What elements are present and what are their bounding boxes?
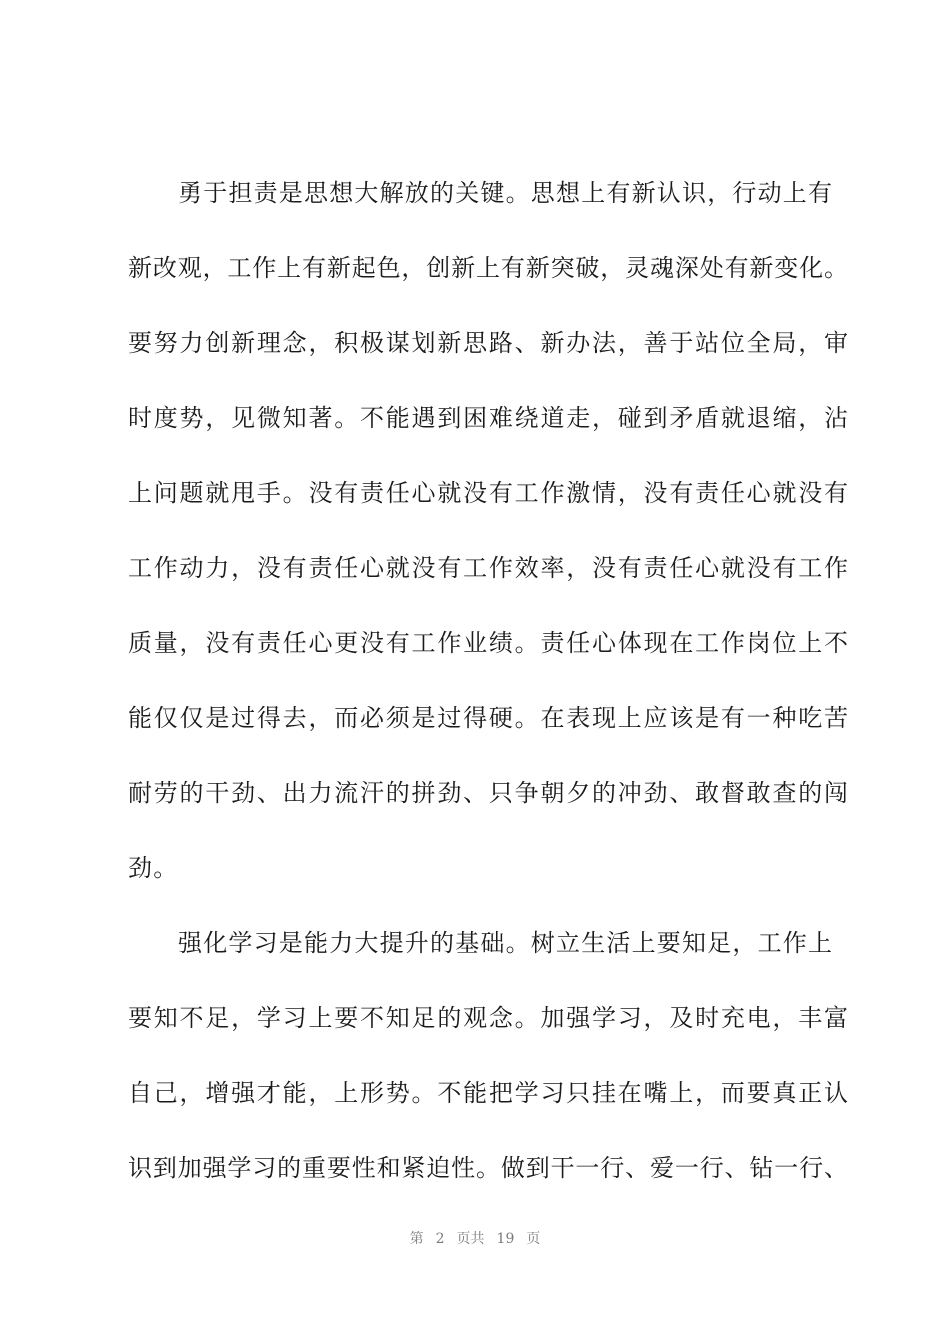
- footer-prefix: 第: [409, 1231, 424, 1247]
- footer-middle: 页共: [456, 1231, 485, 1247]
- footer-total-pages: 19: [496, 1231, 515, 1247]
- text-line: 强化学习是能力大提升的基础。树立生活上要知足，工作上: [178, 929, 834, 957]
- text-line: 耐劳的干劲、出力流汗的拼劲、只争朝夕的冲劲、敢督敢查的闯: [128, 779, 848, 807]
- paragraph-2: [128, 906, 848, 1206]
- text-line: 能仅仅是过得去，而必须是过得硬。在表现上应该是有一种吃苦: [128, 704, 848, 732]
- text-line: 劲。: [128, 854, 179, 882]
- text-line: 上问题就甩手。没有责任心就没有工作激情，没有责任心就没有: [128, 479, 848, 507]
- text-line: 自己，增强才能，上形势。不能把学习只挂在嘴上，而要真正认: [128, 1079, 848, 1107]
- text-line: 要知不足，学习上要不知足的观念。加强学习，及时充电，丰富: [128, 1004, 848, 1032]
- text-line: 工作动力，没有责任心就没有工作效率，没有责任心就没有工作: [128, 554, 848, 582]
- text-line: 时度势，见微知著。不能遇到困难绕道走，碰到矛盾就退缩，沾: [128, 404, 848, 432]
- page-footer: [0, 1228, 950, 1248]
- text-line: 勇于担责是思想大解放的关键。思想上有新认识，行动上有: [178, 179, 834, 207]
- text-line: 质量，没有责任心更没有工作业绩。责任心体现在工作岗位上不: [128, 629, 848, 657]
- footer-page-number: 2: [435, 1231, 445, 1247]
- text-line: 识到加强学习的重要性和紧迫性。做到干一行、爱一行、钻一行、: [128, 1154, 848, 1182]
- document-body: [128, 156, 848, 1206]
- paragraph-1: [128, 156, 848, 906]
- text-line: 新改观，工作上有新起色，创新上有新突破，灵魂深处有新变化。: [128, 254, 848, 282]
- footer-suffix: 页: [526, 1231, 541, 1247]
- text-line: 要努力创新理念，积极谋划新思路、新办法，善于站位全局，审: [128, 329, 848, 357]
